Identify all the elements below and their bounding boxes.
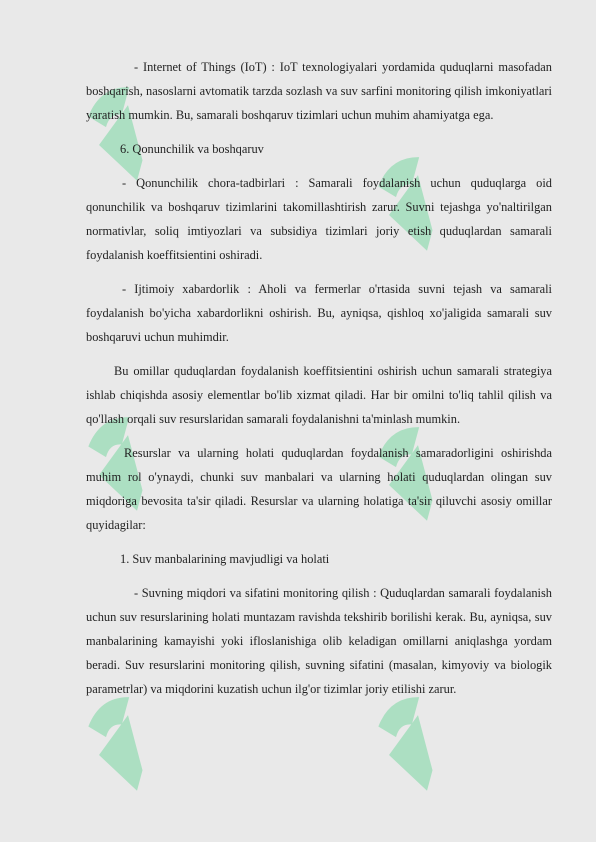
heading-suv-manbalari: 1. Suv manbalarining mavjudligi va holati (120, 552, 330, 566)
paragraph-omillar: Bu omillar quduqlardan foydalanish koeffitsientini oshirish uchun samarali strategiya ishlab chiqishda asosiy elementlar bo'lib xizmat qiladi. Har bir omilni to'liq tahlil qilish va qo'llash orqali suv resurslaridan samarali foydalanishni ta'minlash mumkin. (86, 364, 552, 426)
paragraph-monitoring: - Suvning miqdori va sifatini monitoring qilish : Quduqlardan samarali foydalanish uchun suv resurslarining holati muntazam ravishda tekshirib borilishi kerak. Bu, ayniqsa, suv manbalarining kamayishi yoki ifloslanishiga olib keladigan omillarni aniqlashga yordam beradi. Suv resurslarini monitoring qilish, suvning sifatini (masalan, kimyoviy va biologik parametrlar) va miqdorini kuzatish uchun ilg'or tizimlar joriy etilishi zarur. (86, 586, 552, 696)
document-body (86, 55, 552, 701)
paragraph-ijtimoiy-xabardorlik: - Ijtimoiy xabardorlik : Aholi va fermerlar o'rtasida suvni tejash va samarali foydalanish bo'yicha xabardorlikni oshirish. Bu, ayniqsa, qishloq xo'jaligida samarali suv boshqaruvi uchun muhimdir. (86, 282, 552, 344)
paragraph-iot: - Internet of Things (IoT) : IoT texnologiyalari yordamida quduqlarni masofadan boshqarish, nasoslarni avtomatik tarzda sozlash va suv sarfini monitoring qilish imkoniyatlari yaratish mumkin. Bu, samarali boshqaruv tizimlari uchun muhim ahamiyatga ega. (86, 60, 552, 122)
heading-qonunchilik: 6. Qonunchilik va boshqaruv (120, 142, 264, 156)
paragraph-qonunchilik-chora: - Qonunchilik chora-tadbirlari : Samarali foydalanish uchun quduqlarga oid qonunchilik va boshqaruv tizimlarini takomillashtirish zarur. Suvni tejashga yo'naltirilgan normativlar, soliq imtiyozlari va subsidiya tizimlari joriy etish quduqlardan samarali foydalanish koeffitsientini oshiradi. (86, 176, 552, 262)
paragraph-resurslar: Resurslar va ularning holati quduqlardan foydalanish samaradorligini oshirishda muhim rol o'ynaydi, chunki suv manbalari va ularning holati quduqlardan olingan suv miqdoriga bevosita ta'sir qiladi. Resurslar va ularning holatiga ta'sir qiluvchi asosiy omillar quyidagilar: (86, 446, 552, 532)
